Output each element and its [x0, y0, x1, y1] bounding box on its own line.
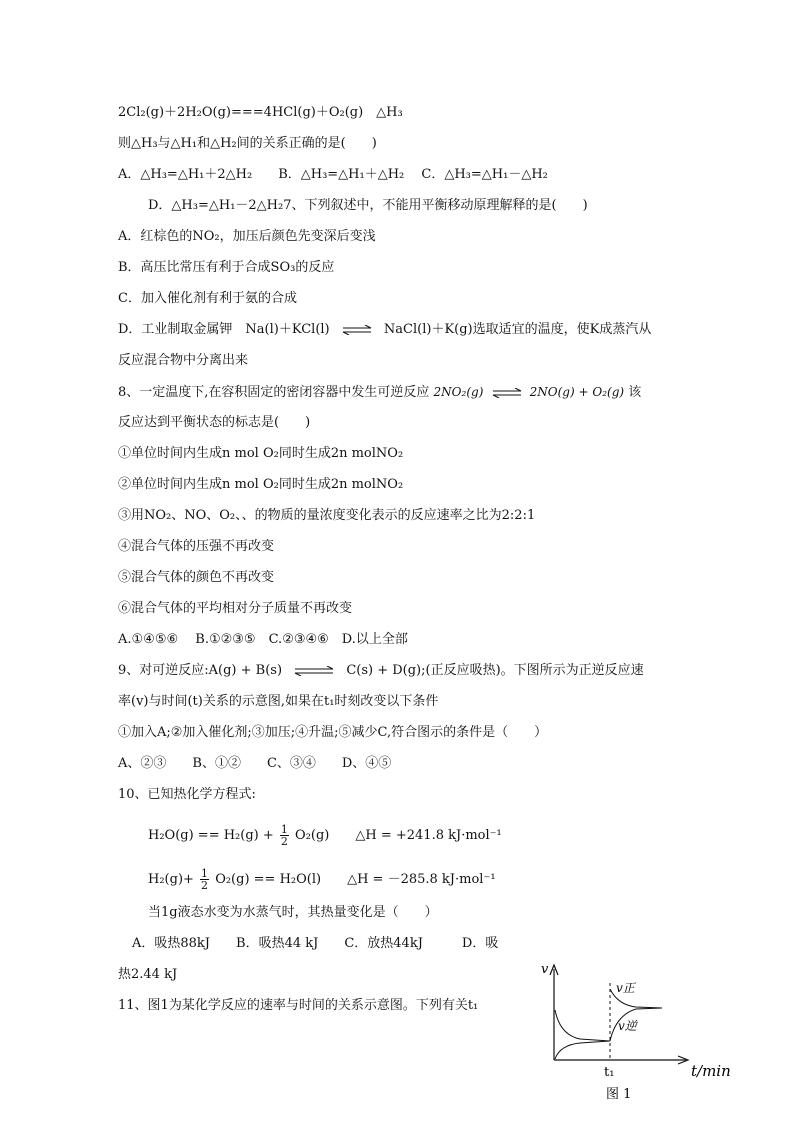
q7-option-d — [118, 321, 651, 339]
q8-item-5: ⑤混合气体的颜色不再改变 — [118, 570, 275, 585]
equilibrium-arrow-icon — [492, 388, 522, 398]
v-reverse-label: v逆 — [618, 1019, 637, 1033]
q7-option-b: B．高压比常压有利于合成SO₃的反应 — [118, 260, 335, 275]
fraction-one-half — [200, 868, 209, 891]
q10-equation-1 — [148, 824, 502, 847]
question-relation-line: 则△H₃与△H₁和△H₂间的关系正确的是( ) — [118, 136, 377, 151]
fraction-denominator: 2 — [280, 835, 288, 848]
forward-rate-curve-before — [555, 1010, 610, 1041]
q10-options-cont: 热2.44 kJ — [118, 967, 178, 982]
x-axis-label: t/min — [691, 1062, 731, 1080]
q10-eq1-right: O₂(g) △H = +241.8 kJ·mol⁻¹ — [295, 828, 502, 843]
options-line-abc: A．△H₃=△H₁＋2△H₂ B．△H₃=△H₁＋△H₂ C．△H₃=△H₁－△H₂ — [118, 167, 548, 182]
v-forward-label: v正 — [616, 981, 635, 995]
q8-item-4: ④混合气体的压强不再改变 — [118, 539, 275, 554]
reverse-rate-curve-before — [555, 1041, 610, 1059]
q8-item-3: ③用NO₂、NO、O₂、、的物质的量浓度变化表示的反应速率之比为2:2:1 — [118, 508, 536, 523]
t1-label: t₁ — [604, 1065, 615, 1080]
q8-stem — [118, 383, 641, 402]
q7-option-d-text-a: D．工业制取金属钾 Na(l)＋KCl(l) — [118, 322, 330, 337]
equilibrium-arrow-icon — [342, 325, 372, 335]
q9-stem-text-a: 9、对可逆反应:A(g) + B(s) — [118, 663, 283, 678]
q10-options: A．吸热88kJ B．吸热44 kJ C．放热44kJ D．吸 — [132, 936, 499, 951]
equilibrium-arrow-icon — [294, 666, 334, 676]
q10-eq1-left: H₂O(g) == H₂(g) + — [148, 828, 274, 843]
q9-stem-text-b: C(s) + D(g);(正反应吸热)。下图所示为正逆反应速 — [346, 663, 644, 678]
figure-caption: 图 1 — [606, 1087, 632, 1102]
fraction-numerator: 1 — [280, 823, 288, 836]
q10-equation-2 — [148, 868, 496, 891]
rate-time-figure — [536, 955, 736, 1107]
q9-stem-cont: 率(v)与时间(t)关系的示意图,如果在t₁时刻改变以下条件 — [118, 694, 439, 709]
option-d-q7-line: D．△H₃=△H₁－2△H₂7、下列叙述中，不能用平衡移动原理解释的是( ) — [148, 198, 588, 213]
q8-eq-right: 2NO(g) + O₂(g) — [529, 385, 625, 399]
q7-option-c: C．加入催化剂有利于氨的合成 — [118, 291, 297, 306]
q9-conditions: ①加入A;②加入催化剂;③加压;④升温;⑤减少C,符合图示的条件是（ ） — [118, 725, 548, 740]
y-axis-label: v — [541, 962, 549, 977]
q10-eq2-left: H₂(g)+ — [148, 872, 194, 887]
q8-stem-end: 该 — [628, 385, 642, 400]
equation-line-2cl2: 2Cl₂(g)＋2H₂O(g)===4HCl(g)＋O₂(g) △H₃ — [118, 105, 403, 120]
q7-option-d-cont: 反应混合物中分离出来 — [118, 353, 249, 368]
q10-stem: 10、已知热化学方程式: — [118, 787, 256, 802]
fraction-numerator: 1 — [201, 867, 209, 880]
q7-option-d-text-b: NaCl(l)＋K(g)选取适宜的温度，使K成蒸汽从 — [383, 322, 652, 337]
q8-item-1: ①单位时间内生成n mol O₂同时生成2n molNO₂ — [118, 446, 404, 461]
q8-stem-text: 8、一定温度下,在容积固定的密闭容器中发生可逆反应 — [118, 385, 430, 400]
q8-stem-cont: 反应达到平衡状态的标志是( ) — [118, 415, 311, 430]
q11-stem: 11、图1为某化学反应的速率与时间的关系示意图。下列有关t₁ — [118, 998, 479, 1013]
q7-option-a: A．红棕色的NO₂，加压后颜色先变深后变浅 — [118, 229, 376, 244]
q8-item-6: ⑥混合气体的平均相对分子质量不再改变 — [118, 601, 353, 616]
q9-options: A、②③ B、①② C、③④ D、④⑤ — [118, 756, 392, 771]
q8-item-2: ②单位时间内生成n mol O₂同时生成2n molNO₂ — [118, 477, 404, 492]
q9-stem — [118, 662, 644, 680]
q10-question: 当1g液态水变为水蒸气时，其热量变化是（ ） — [148, 905, 438, 920]
fraction-one-half — [280, 824, 289, 847]
q8-eq-left: 2NO₂(g) — [433, 385, 484, 399]
q8-options: A.①④⑤⑥ B.①②③⑤ C.②③④⑥ D.以上全部 — [118, 632, 408, 647]
q10-eq2-right: O₂(g) == H₂O(l) △H = －285.8 kJ·mol⁻¹ — [215, 872, 496, 887]
fraction-denominator: 2 — [201, 879, 209, 892]
